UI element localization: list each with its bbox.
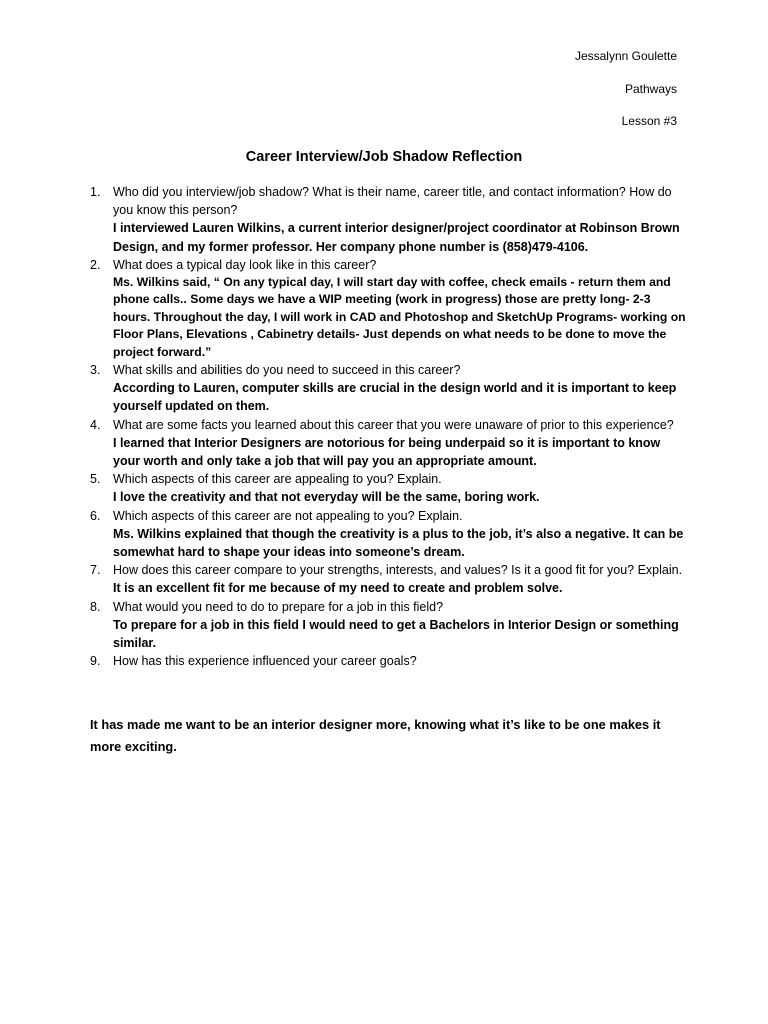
question-item-7 (88, 561, 688, 597)
question-item-4 (88, 416, 688, 471)
question-number: 2. (90, 257, 101, 272)
question-number: 7. (90, 563, 101, 578)
answer-text: Ms. Wilkins explained that though the creativity is a plus to the job, it’s also a negative. It can be somewhat hard to shape your ideas into someone’s dream. (113, 526, 684, 560)
question-list (88, 183, 688, 671)
question-item-2 (88, 256, 688, 361)
final-answer-text: It has made me want to be an interior designer more, knowing what it’s like to be one makes it more exciting. (90, 717, 661, 754)
question-text: Who did you interview/job shadow? What is their name, career title, and contact information? How do you know this person? (113, 185, 672, 218)
question-number: 1. (90, 185, 101, 199)
question-text: How has this experience influenced your career goals? (113, 654, 417, 669)
question-item-9 (88, 652, 688, 670)
question-text: What are some facts you learned about this career that you were unaware of prior to this experience? (113, 417, 674, 432)
question-item-5 (88, 470, 688, 506)
answer-text: It is an excellent fit for me because of my need to create and problem solve. (113, 581, 563, 596)
answer-text: I love the creativity and that not everyday will be the same, boring work. (113, 490, 540, 505)
course-name: Pathways (624, 82, 677, 96)
answer-text: I interviewed Lauren Wilkins, a current interior designer/project coordinator at Robinson Brown Design, and my former professor. Her company phone number is (858)479-4106. (113, 221, 680, 254)
answer-text: I learned that Interior Designers are notorious for being underpaid so it is important to know your worth and only take a job that will pay you an appropriate amount. (113, 435, 661, 469)
question-text: Which aspects of this career are not appealing to you? Explain. (113, 508, 463, 523)
question-number: 5. (90, 472, 101, 487)
question-text: Which aspects of this career are appealing to you? Explain. (113, 472, 442, 487)
question-text: What skills and abilities do you need to succeed in this career? (113, 363, 461, 378)
question-text: What does a typical day look like in this career? (113, 257, 377, 272)
answer-text: Ms. Wilkins said, “ On any typical day, I will start day with coffee, check emails - return them and phone calls.. Some days we have a WIP meeting (work in progress) those are pretty long- 2-3 hours. Throughout the day, I will work in CAD and Photoshop and SketchUp Programs- working on Floor Plans, Elevations , Cabinetry details- Just depends on what needs to be done to move the project forward.” (113, 275, 686, 359)
question-item-1 (88, 183, 688, 256)
question-number: 3. (90, 363, 101, 378)
question-text: What would you need to do to prepare for a job in this field? (113, 599, 444, 614)
question-number: 9. (90, 654, 101, 669)
author-name: Jessalynn Goulette (574, 49, 677, 63)
answer-text: To prepare for a job in this field I would need to get a Bachelors in Interior Design or something similar. (113, 617, 679, 651)
document-title: Career Interview/Job Shadow Reflection (245, 149, 523, 165)
question-number: 8. (90, 599, 101, 614)
question-number: 6. (90, 508, 101, 523)
question-number: 4. (90, 417, 101, 432)
answer-text: According to Lauren, computer skills are crucial in the design world and it is important to keep yourself updated on them. (113, 381, 677, 414)
lesson-number: Lesson #3 (621, 114, 677, 128)
question-item-3 (88, 361, 688, 416)
question-item-6 (88, 507, 688, 562)
question-text: How does this career compare to your strengths, interests, and values? Is it a good fit for you? Explain. (113, 563, 683, 578)
question-item-8 (88, 598, 688, 653)
